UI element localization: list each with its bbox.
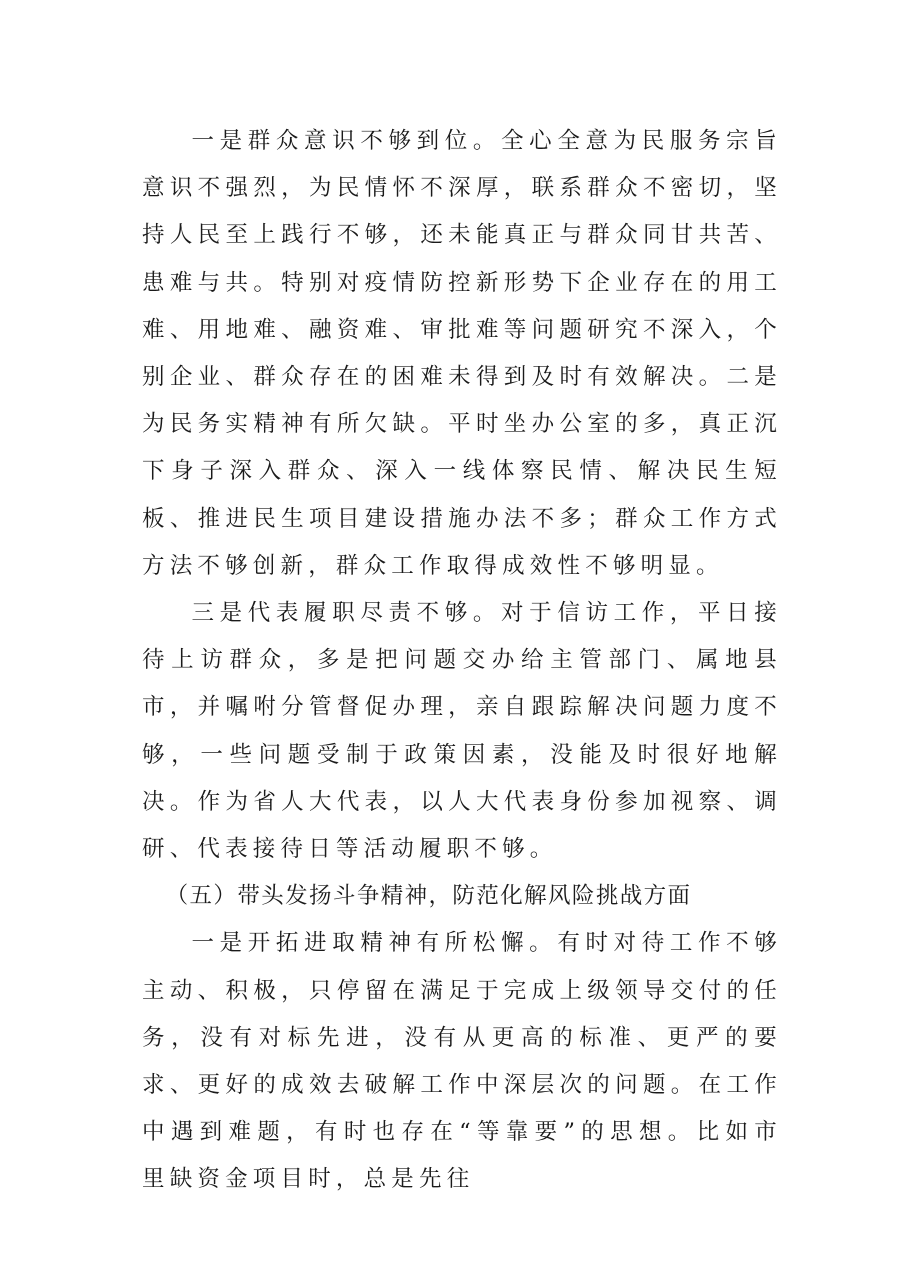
document-body	[142, 118, 782, 1204]
paragraph-pioneering-spirit: 一是开拓进取精神有所松懈。有时对待工作不够主动、积极，只停留在满足于完成上级领导交付的任务，没有对标先进，没有从更高的标准、更严的要求、更好的成效去破解工作中深层次的问题。在工作中遇到难题，有时也存在“等靠要”的思想。比如市里缺资金项目时，总是先往	[142, 930, 782, 1193]
paragraph-deputy-duty: 三是代表履职尽责不够。对于信访工作，平日接待上访群众，多是把问题交办给主管部门、属地县市，并嘱咐分管督促办理，亲自跟踪解决问题力度不够，一些问题受制于政策因素，没能及时很好地解决。作为省人大代表，以人大代表身份参加视察、调研、代表接待日等活动履职不够。	[142, 600, 782, 863]
paragraph-mass-awareness: 一是群众意识不够到位。全心全意为民服务宗旨意识不强烈，为民情怀不深厚，联系群众不密切，坚持人民至上践行不够，还未能真正与群众同甘共苦、患难与共。特别对疫情防控新形势下企业存在的用工难、用地难、融资难、审批难等问题研究不深入，个别企业、群众存在的困难未得到及时有效解决。二是为民务实精神有所欠缺。平时坐办公室的多，真正沉下身子深入群众、深入一线体察民情、解决民生短板、推进民生项目建设措施办法不多；群众工作方式方法不够创新，群众工作取得成效性不够明显。	[142, 128, 782, 579]
section-heading: （五）带头发扬斗争精神，防范化解风险挑战方面	[165, 883, 692, 910]
